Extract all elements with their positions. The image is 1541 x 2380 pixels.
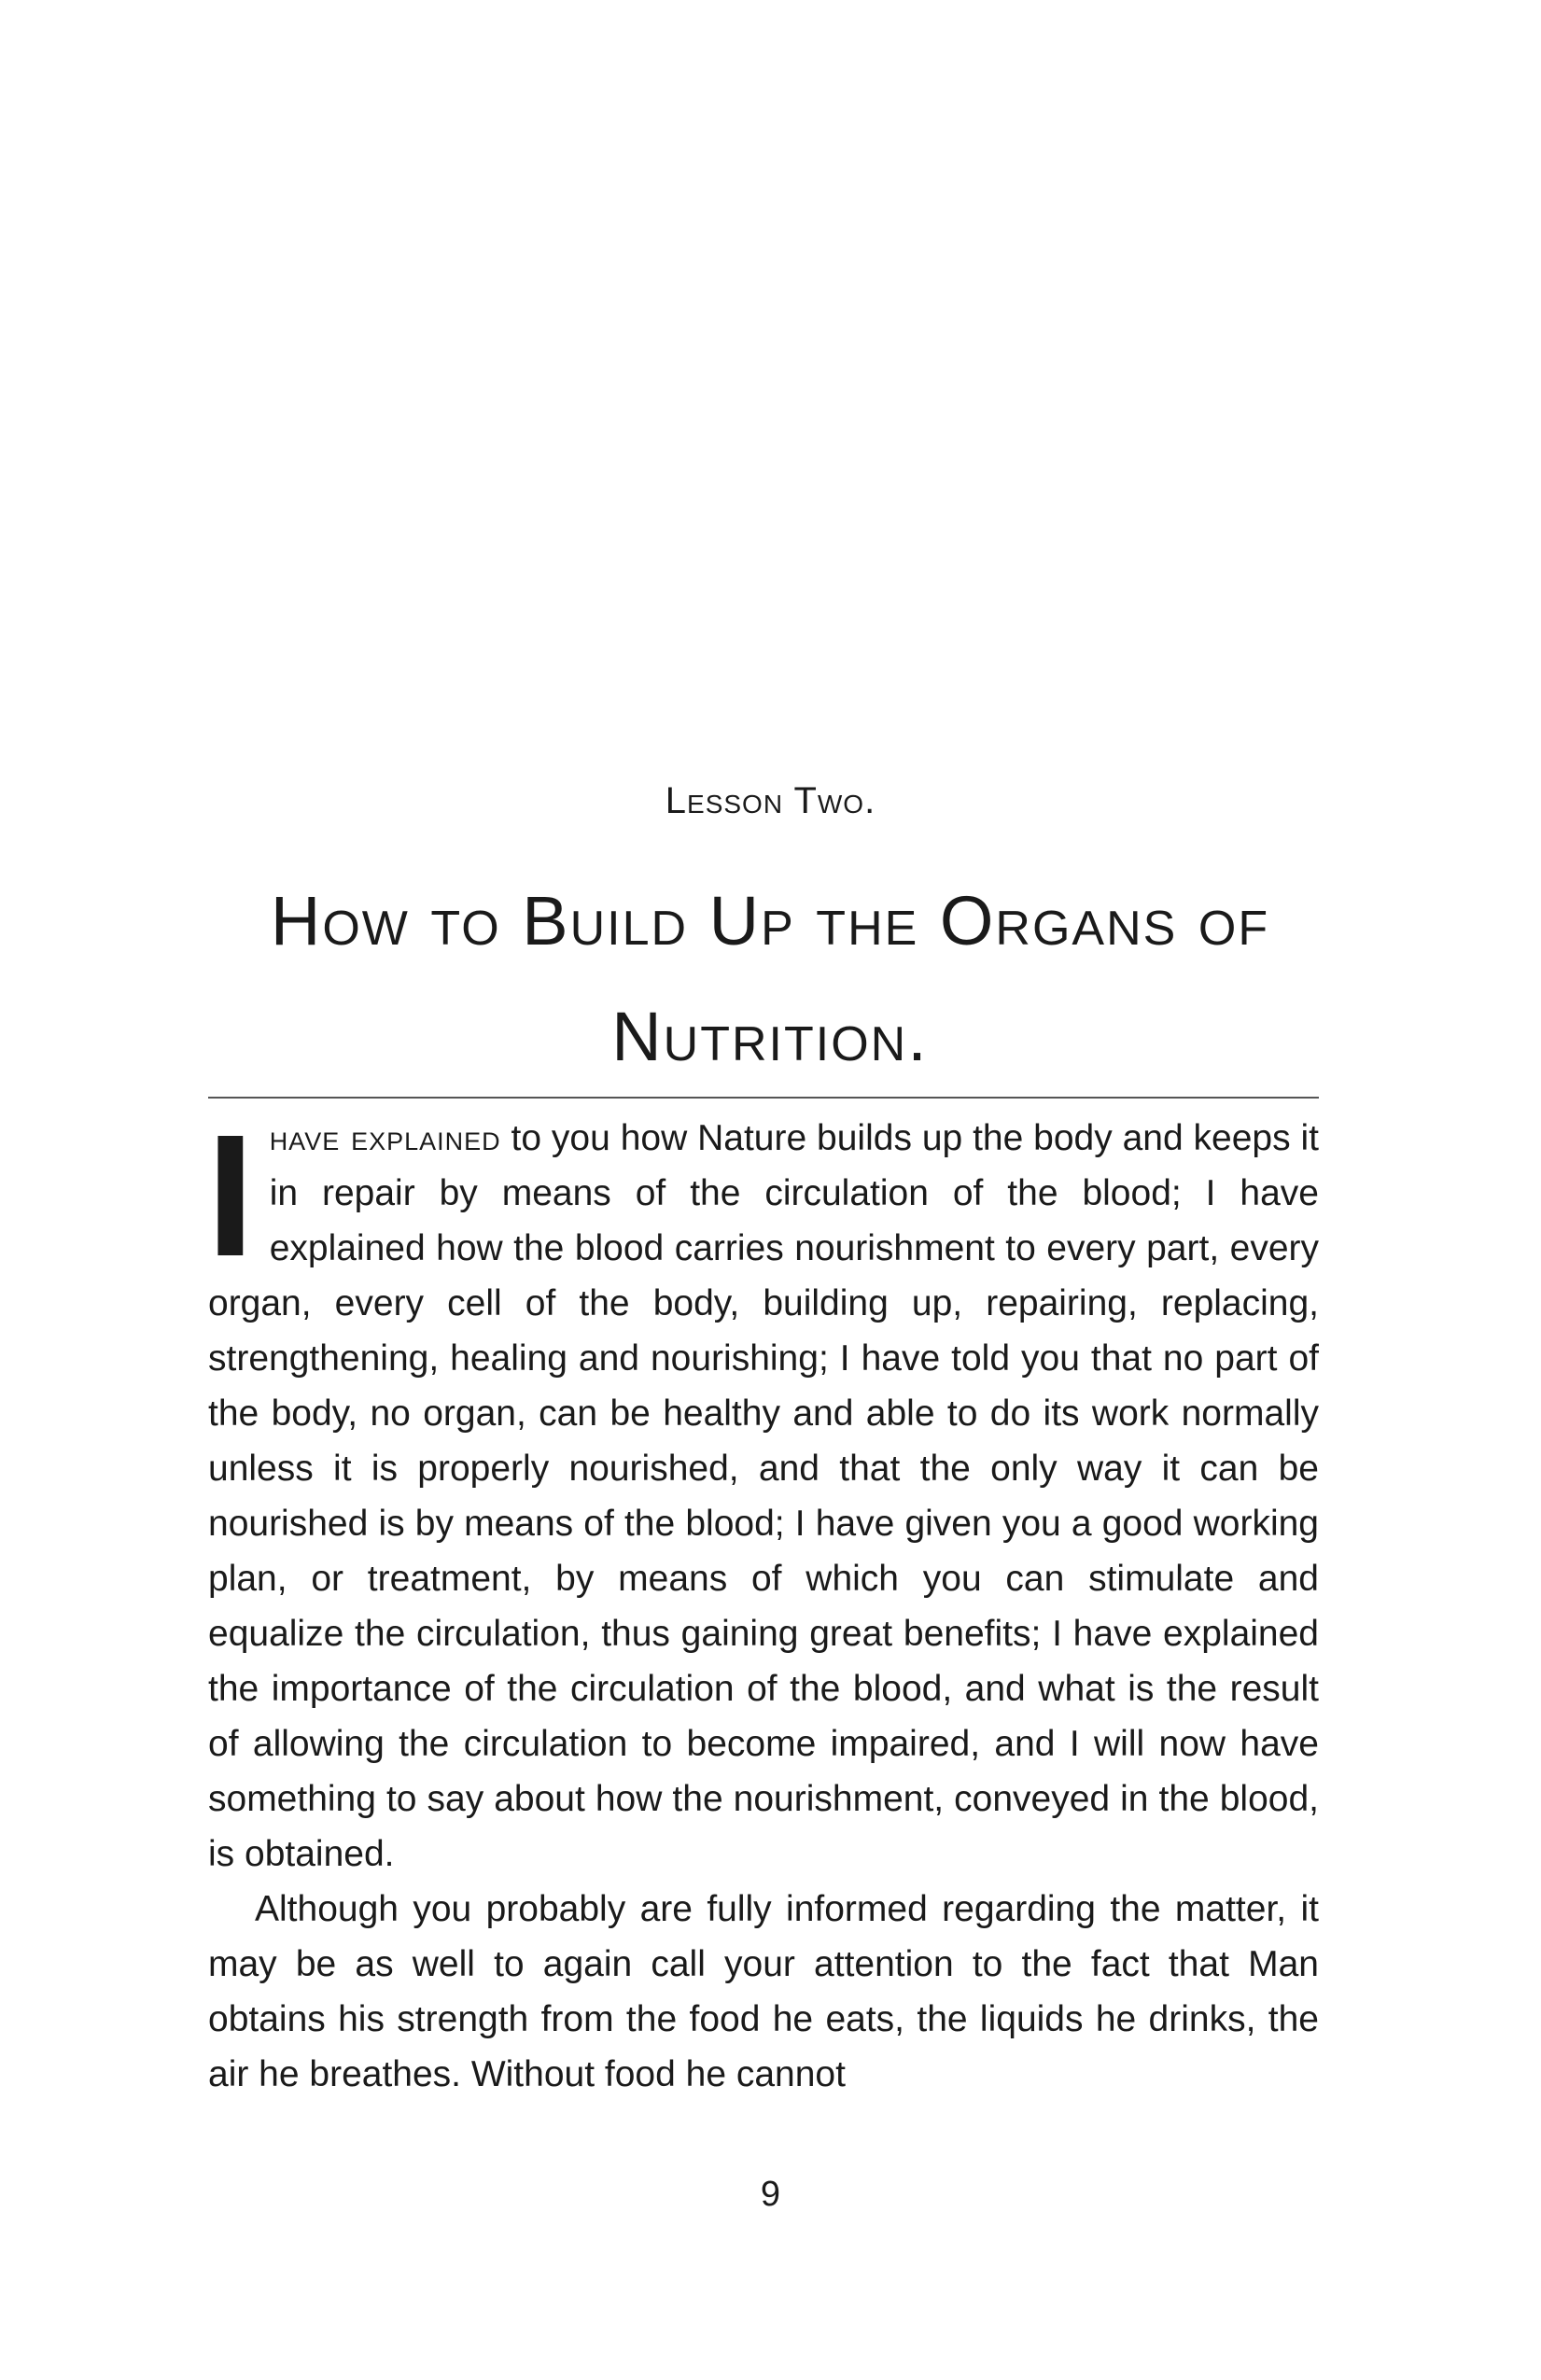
lead-in-small-caps: have explained <box>269 1118 501 1158</box>
paragraph-2: Although you probably are fully informed regarding the matter, it may be as well to again call your attention to the fact that Man obtains his strength from the food he eats, the liquids he drinks, the air he breathes. Without food he cannot <box>208 1889 1319 2094</box>
lesson-label: Lesson Two. <box>665 780 876 821</box>
chapter-title: How to Build Up the Organs of Nutrition. <box>270 882 1270 1075</box>
paragraph-1-text: to you how Nature builds up the body and keeps it in repair by means of the circulation of the blood; I have explained how the blood carries nourishment to every part, every organ, every cell of the body, building up, repairing, replacing, strengthening, healing and nourishing; I have told you that no part of the body, no organ, can be healthy and able to do its work normally unless it is properly nourished, and that the only way it can be nourished is by means of the blood; I have given you a good working plan, or treatment, by means of which you can stimulate and equalize the circulation, thus gaining great benefits; I have explained the importance of the circulation of the blood, and what is the result of allowing the circulation to become impaired, and I will now have something to say about how the nourishment, conveyed in the blood, is obtained. <box>208 1118 1320 1874</box>
drop-cap: I <box>206 1099 255 1293</box>
page-number: 9 <box>760 2175 781 2214</box>
body-text <box>206 1099 1320 2102</box>
paragraph-1 <box>206 1099 1320 1882</box>
title-divider <box>208 1097 1319 1099</box>
